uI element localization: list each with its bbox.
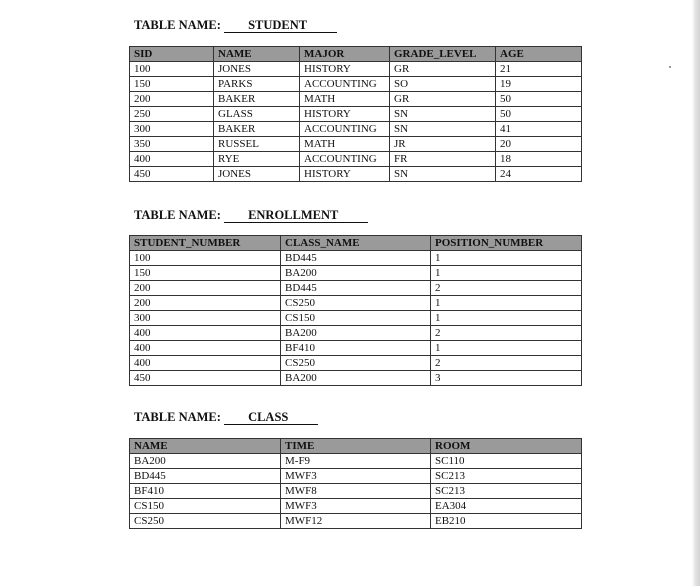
student-table-cell: MATH bbox=[300, 137, 390, 152]
student-table-cell: PARKS bbox=[214, 77, 300, 92]
enrollment-table-cell: BD445 bbox=[281, 281, 431, 296]
student-table-cell: ACCOUNTING bbox=[300, 77, 390, 92]
enrollment-header-row bbox=[130, 236, 582, 251]
student-table-cell: FR bbox=[390, 152, 496, 167]
student-column-header: SID bbox=[130, 47, 214, 62]
student-table-cell: 50 bbox=[496, 92, 582, 107]
student-table-row bbox=[130, 77, 582, 92]
student-table-cell: RUSSEL bbox=[214, 137, 300, 152]
enrollment-table-cell: 150 bbox=[130, 266, 281, 281]
student-table-cell: JR bbox=[390, 137, 496, 152]
student-table-cell: 350 bbox=[130, 137, 214, 152]
class-column-header: TIME bbox=[281, 439, 431, 454]
student-table-cell: 150 bbox=[130, 77, 214, 92]
student-table-cell: SN bbox=[390, 122, 496, 137]
student-table-cell: 450 bbox=[130, 167, 214, 182]
enrollment-table-name: ENROLLMENT bbox=[224, 209, 368, 223]
class-table-row bbox=[130, 514, 582, 529]
student-table-cell: SN bbox=[390, 167, 496, 182]
student-table-cell: 250 bbox=[130, 107, 214, 122]
student-table-cell: RYE bbox=[214, 152, 300, 167]
class-table-title bbox=[134, 410, 318, 425]
class-table-cell: MWF12 bbox=[281, 514, 431, 529]
student-table-cell: JONES bbox=[214, 62, 300, 77]
student-table-row bbox=[130, 152, 582, 167]
class-table-row bbox=[130, 469, 582, 484]
class-table-cell: MWF8 bbox=[281, 484, 431, 499]
class-table-cell: BA200 bbox=[130, 454, 281, 469]
class-table-cell: CS250 bbox=[130, 514, 281, 529]
class-table-cell: BD445 bbox=[130, 469, 281, 484]
enrollment-table-cell: CS250 bbox=[281, 356, 431, 371]
enrollment-table-cell: 200 bbox=[130, 281, 281, 296]
class-table-cell: SC110 bbox=[431, 454, 582, 469]
enrollment-column-header: STUDENT_NUMBER bbox=[130, 236, 281, 251]
class-table-cell: MWF3 bbox=[281, 469, 431, 484]
student-table-cell: HISTORY bbox=[300, 167, 390, 182]
student-table-cell: ACCOUNTING bbox=[300, 122, 390, 137]
enrollment-table-cell: 2 bbox=[431, 281, 582, 296]
enrollment-table-cell: 2 bbox=[431, 356, 582, 371]
enrollment-table-cell: CS150 bbox=[281, 311, 431, 326]
student-column-header: MAJOR bbox=[300, 47, 390, 62]
enrollment-table-cell: BF410 bbox=[281, 341, 431, 356]
enrollment-table-cell: 1 bbox=[431, 341, 582, 356]
student-table-cell: 18 bbox=[496, 152, 582, 167]
class-table-cell: EA304 bbox=[431, 499, 582, 514]
enrollment-table-cell: 200 bbox=[130, 296, 281, 311]
student-table-row bbox=[130, 122, 582, 137]
enrollment-table-row bbox=[130, 341, 582, 356]
student-column-header: AGE bbox=[496, 47, 582, 62]
student-table-cell: HISTORY bbox=[300, 62, 390, 77]
student-table-cell: 24 bbox=[496, 167, 582, 182]
student-table-cell: 300 bbox=[130, 122, 214, 137]
student-table-cell: SN bbox=[390, 107, 496, 122]
class-table-cell: BF410 bbox=[130, 484, 281, 499]
enrollment-table-row bbox=[130, 326, 582, 341]
student-table-cell: GLASS bbox=[214, 107, 300, 122]
enrollment-table-cell: 1 bbox=[431, 266, 582, 281]
student-table-row bbox=[130, 62, 582, 77]
student-table-cell: 21 bbox=[496, 62, 582, 77]
student-table-row bbox=[130, 167, 582, 182]
page-edge-shadow bbox=[692, 0, 700, 586]
class-column-header: ROOM bbox=[431, 439, 582, 454]
class-table-name: CLASS bbox=[224, 411, 318, 425]
class-column-header: NAME bbox=[130, 439, 281, 454]
student-table-cell: HISTORY bbox=[300, 107, 390, 122]
enrollment-column-header: CLASS_NAME bbox=[281, 236, 431, 251]
student-table-cell: ACCOUNTING bbox=[300, 152, 390, 167]
enrollment-table-row bbox=[130, 281, 582, 296]
enrollment-table-row bbox=[130, 296, 582, 311]
class-header-row bbox=[130, 439, 582, 454]
enrollment-table-cell: BA200 bbox=[281, 266, 431, 281]
class-table-cell: MWF3 bbox=[281, 499, 431, 514]
enrollment-table-row bbox=[130, 251, 582, 266]
student-table-cell: SO bbox=[390, 77, 496, 92]
student-table-cell: MATH bbox=[300, 92, 390, 107]
class-title-label: TABLE NAME: bbox=[134, 410, 221, 424]
enrollment-table-row bbox=[130, 311, 582, 326]
student-table-cell: 200 bbox=[130, 92, 214, 107]
class-table-cell: SC213 bbox=[431, 484, 582, 499]
class-table-cell: CS150 bbox=[130, 499, 281, 514]
class-table-row bbox=[130, 454, 582, 469]
enrollment-table-cell: BA200 bbox=[281, 371, 431, 386]
student-table-cell: 19 bbox=[496, 77, 582, 92]
enrollment-table-cell: 1 bbox=[431, 251, 582, 266]
enrollment-table-cell: 1 bbox=[431, 296, 582, 311]
student-table-cell: BAKER bbox=[214, 92, 300, 107]
class-table-cell: SC213 bbox=[431, 469, 582, 484]
enrollment-table-cell: CS250 bbox=[281, 296, 431, 311]
student-table-row bbox=[130, 92, 582, 107]
student-table-cell: JONES bbox=[214, 167, 300, 182]
class-table bbox=[129, 438, 582, 529]
enrollment-table-cell: 100 bbox=[130, 251, 281, 266]
student-table-cell: BAKER bbox=[214, 122, 300, 137]
student-column-header: NAME bbox=[214, 47, 300, 62]
enrollment-column-header: POSITION_NUMBER bbox=[431, 236, 582, 251]
enrollment-table-cell: 400 bbox=[130, 326, 281, 341]
class-table-row bbox=[130, 499, 582, 514]
student-title-label: TABLE NAME: bbox=[134, 18, 221, 32]
enrollment-table-cell: 2 bbox=[431, 326, 582, 341]
student-table-cell: GR bbox=[390, 62, 496, 77]
class-table-row bbox=[130, 484, 582, 499]
student-table-cell: 50 bbox=[496, 107, 582, 122]
scan-speck bbox=[669, 66, 671, 68]
student-table-row bbox=[130, 107, 582, 122]
student-table-title bbox=[134, 18, 337, 33]
enrollment-table-cell: BD445 bbox=[281, 251, 431, 266]
enrollment-table-title bbox=[134, 208, 368, 223]
student-table-cell: 41 bbox=[496, 122, 582, 137]
enrollment-table-cell: 300 bbox=[130, 311, 281, 326]
enrollment-table-cell: 1 bbox=[431, 311, 582, 326]
enrollment-table-row bbox=[130, 371, 582, 386]
student-table-name: STUDENT bbox=[224, 19, 337, 33]
student-table-cell: GR bbox=[390, 92, 496, 107]
enrollment-table-cell: BA200 bbox=[281, 326, 431, 341]
enrollment-table-cell: 450 bbox=[130, 371, 281, 386]
student-table-cell: 100 bbox=[130, 62, 214, 77]
student-column-header: GRADE_LEVEL bbox=[390, 47, 496, 62]
class-table-cell: EB210 bbox=[431, 514, 582, 529]
enrollment-table bbox=[129, 235, 582, 386]
enrollment-table-row bbox=[130, 266, 582, 281]
enrollment-table-cell: 400 bbox=[130, 341, 281, 356]
student-table-row bbox=[130, 137, 582, 152]
student-table bbox=[129, 46, 582, 182]
enrollment-table-cell: 3 bbox=[431, 371, 582, 386]
student-table-cell: 400 bbox=[130, 152, 214, 167]
student-header-row bbox=[130, 47, 582, 62]
enrollment-title-label: TABLE NAME: bbox=[134, 208, 221, 222]
student-table-cell: 20 bbox=[496, 137, 582, 152]
enrollment-table-row bbox=[130, 356, 582, 371]
class-table-cell: M-F9 bbox=[281, 454, 431, 469]
enrollment-table-cell: 400 bbox=[130, 356, 281, 371]
